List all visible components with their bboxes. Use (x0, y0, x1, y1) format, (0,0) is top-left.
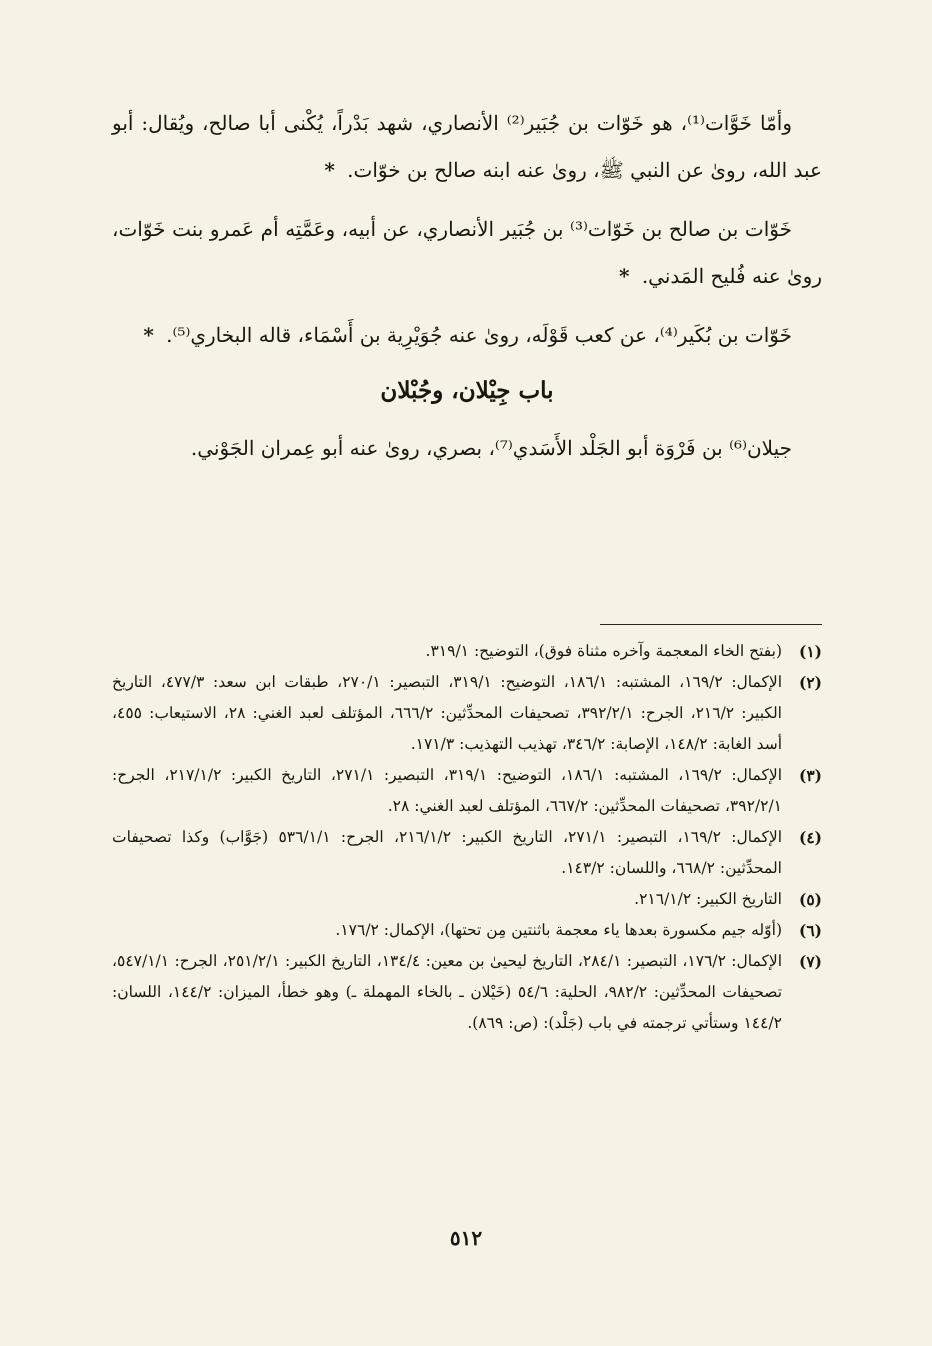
paragraph-text: وأمّا خَوَّات⁽¹⁾، هو خَوّات بن جُبَير⁽²⁾ الأنصاري، شهد بَدْراً، يُكْنى أبا صالح، ويُقال: أبو عبد الله، روىٰ عن النبي ﷺ، روىٰ عنه ابنه صالح بن خوّات. (112, 111, 822, 182)
footnote-number: (٣) (798, 766, 822, 785)
footnote-text: الإكمال: ١٧٦/٢، التبصير: ٢٨٤/١، التاريخ ليحيىٰ بن معين: ١٣٤/٤، التاريخ الكبير: ٢٥١/٢/١، الجرح: ٥٤٧/١/١، تصحيفات المحدِّثين: ٩٨٢/٢، الحلية: ٥٤/٦ (خَيْلان ـ بالخاء المهملة ـ) وهو خطأ، الميزان: ١٤٤/٢، اللسان: ١٤٤/٢ وستأتي ترجمته في باب (جَلْد): (ص: ٨٦٩). (112, 952, 783, 1032)
paragraph-text: جيلان⁽⁶⁾ بن فَرْوَة أبو الجَلْد الأَسَدي⁽⁷⁾، بصري، روىٰ عنه أبو عِمران الجَوْني. (190, 436, 792, 460)
footnote-text: التاريخ الكبير: ٢١٦/١/٢. (634, 890, 782, 908)
footnote-text: (بفتح الخاء المعجمة وآخره مثناة فوق)، التوضيح: ٣١٩/١. (425, 642, 782, 660)
paragraph-text: خَوّات بن بُكَير⁽⁴⁾، عن كعب قَوْلَه، روىٰ عنه جُوَيْرِية بن أَسْمَاء، قاله البخاري⁽⁵⁾. (166, 323, 792, 347)
paragraph-khawwat-ibn-jubayr (112, 100, 822, 194)
footnote-divider (600, 624, 822, 625)
main-text (112, 100, 822, 484)
paragraph-khawwat-ibn-bukayr (112, 312, 822, 359)
footnote-item (112, 915, 822, 946)
footnote-number: (٤) (798, 828, 822, 847)
end-marker: * (143, 323, 154, 347)
footnote-number: (٧) (798, 952, 822, 971)
footnote-text: الإكمال: ١٦٩/٢، التبصير: ٢٧١/١، التاريخ الكبير: ٢١٦/١/٢، الجرح: ٥٣٦/١/١ (جَوَّاب) وكذا تصحيفات المحدِّثين: ٦٦٨/٢، واللسان: ١٤٣/٢. (112, 828, 782, 877)
page-number: ٥١٢ (449, 1226, 483, 1250)
footnote-item (112, 667, 822, 760)
footnote-item (112, 636, 822, 667)
footnote-number: (٦) (798, 921, 822, 940)
footnote-number: (١) (798, 642, 822, 661)
end-marker: * (324, 158, 335, 182)
footnote-text: الإكمال: ١٦٩/٢، المشتبه: ١٨٦/١، التوضيح: ٣١٩/١، التبصير: ٢٧٠/١، طبقات ابن سعد: ٤٧٧/٣، التاريخ الكبير: ٢١٦/٢، الجرح: ٣٩٢/٢/١، تصحيفات المحدِّثين: ٦٦٦/٢، المؤتلف لعبد الغني: ٢٨، الاستيعاب: ٤٥٥، أسد الغابة: ١٤٨/٢، الإصابة: ٣٤٦/٢، تهذيب التهذيب: ١٧١/٣. (112, 673, 783, 753)
footnote-item (112, 946, 822, 1039)
footnote-text: الإكمال: ١٦٩/٢، المشتبه: ١٨٦/١، التوضيح: ٣١٩/١، التبصير: ٢٧١/١، التاريخ الكبير: ٢١٧/١/٢، الجرح: ٣٩٢/٢/١، تصحيفات المحدِّثين: ٦٦٧/٢، المؤتلف لعبد الغني: ٢٨. (112, 766, 783, 815)
footnote-item (112, 760, 822, 822)
paragraph-khawwat-ibn-salih (112, 206, 822, 300)
footnote-number: (٥) (798, 890, 822, 909)
paragraph-jilan (112, 425, 822, 472)
section-heading: باب جِيْلان، وجُبْلان (380, 377, 554, 404)
footnote-text: (أوّله جيم مكسورة بعدها ياء معجمة باثنتين مِن تحتها)، الإكمال: ١٧٦/٢. (335, 921, 782, 939)
footnotes (112, 636, 822, 1039)
end-marker: * (619, 264, 630, 288)
footnote-item (112, 822, 822, 884)
footnote-item (112, 884, 822, 915)
paragraph-text: خَوّات بن صالح بن خَوّات⁽³⁾ بن جُبَير الأنصاري، عن أبيه، وعَمَّتِه أم عَمرو بنت خَوّات، روىٰ عنه فُليح المَدني. (112, 217, 822, 288)
footnote-number: (٢) (798, 673, 822, 692)
